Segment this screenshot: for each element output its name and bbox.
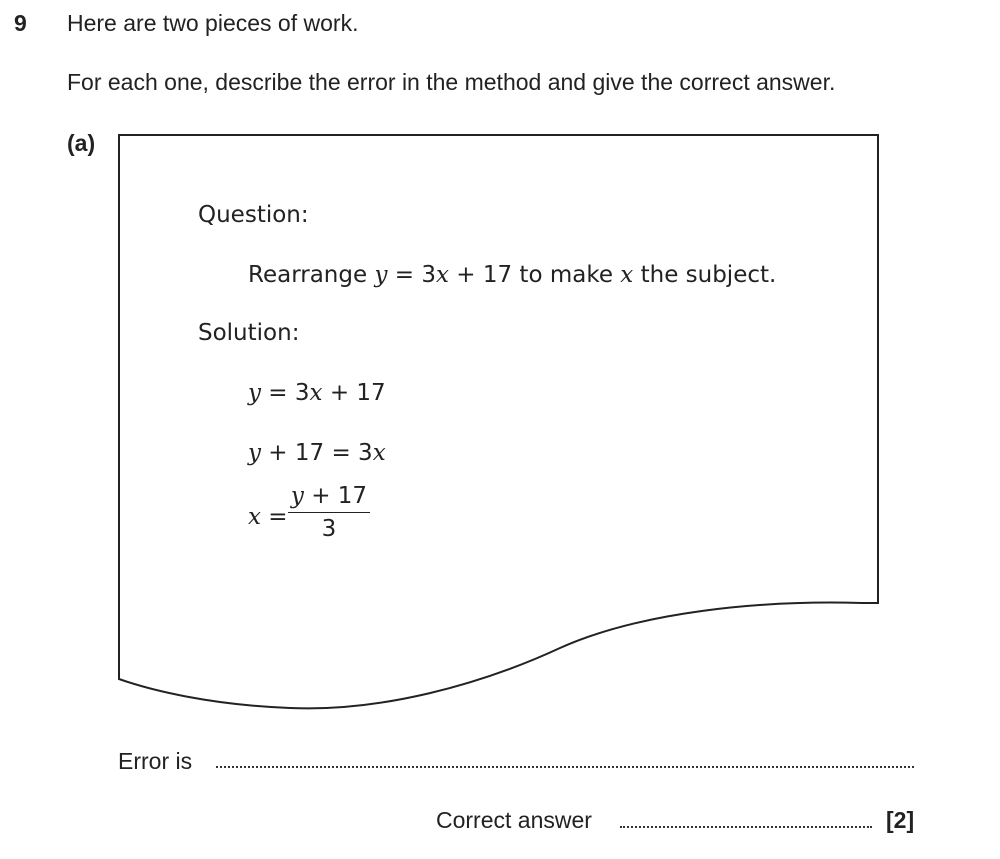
fraction-denominator: 3 (321, 516, 337, 542)
solution-line-3-lhs: x = (248, 504, 288, 530)
error-label: Error is (118, 748, 193, 774)
correct-answer-line[interactable] (620, 826, 872, 828)
correct-answer-label: Correct answer (436, 807, 592, 833)
fraction-numerator: y + 17 (288, 483, 370, 513)
part-label: (a) (67, 130, 96, 156)
solution-line-2: y + 17 = 3x (248, 440, 386, 466)
work-task-text: Rearrange y = 3x + 17 to make x the subject. (248, 262, 777, 288)
error-answer-line[interactable] (216, 766, 914, 768)
question-instruction: For each one, describe the error in the method and give the correct answer. (67, 69, 836, 95)
solution-line-1: y = 3x + 17 (248, 380, 386, 406)
question-number: 9 (14, 10, 27, 36)
work-question-heading: Question: (198, 202, 309, 228)
marks-label: [2] (886, 807, 915, 833)
solution-fraction (288, 483, 370, 542)
question-intro: Here are two pieces of work. (67, 10, 359, 36)
work-solution-heading: Solution: (198, 320, 300, 346)
